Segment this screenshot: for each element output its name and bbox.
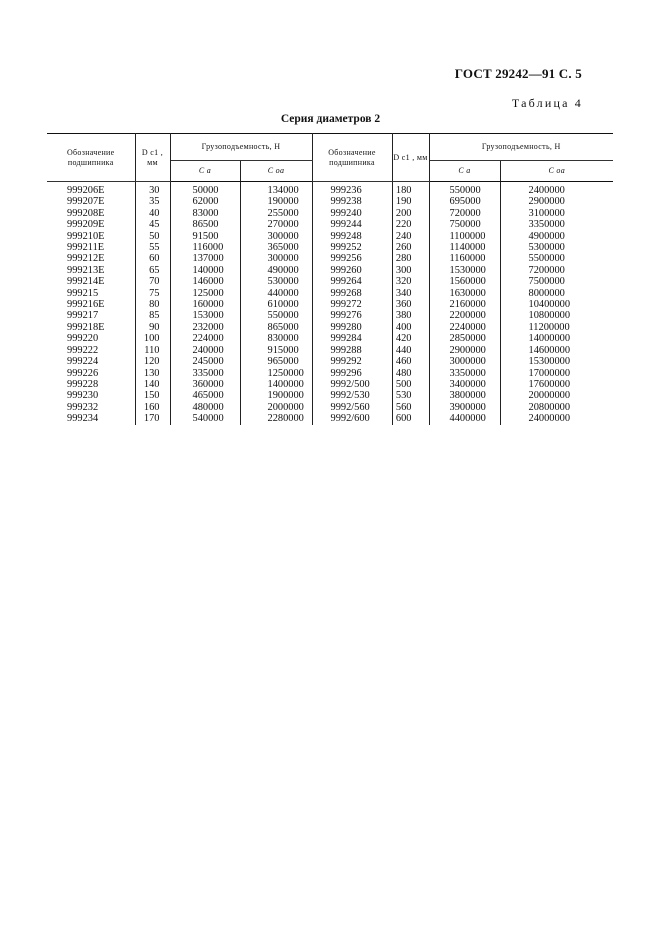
table-row — [47, 322, 613, 333]
cell-designation: 999224 — [47, 356, 135, 367]
cell-ca: 86500 — [170, 219, 240, 230]
cell-diameter-2: 190 — [392, 196, 429, 207]
cell-diameter: 170 — [135, 413, 170, 424]
cell-designation-2: 999296 — [312, 368, 392, 379]
cell-coa-2: 17600000 — [528, 378, 571, 390]
cell-designation: 999222 — [47, 345, 135, 356]
cell-diameter-2: 280 — [392, 253, 429, 264]
cell-designation-2: 9992/500 — [312, 379, 392, 390]
table-row — [47, 379, 613, 390]
cell-coa: 134000 — [240, 182, 312, 197]
header-designation-2: Обозначение подшипника — [312, 134, 392, 182]
cell-diameter: 160 — [135, 402, 170, 413]
header-ca-2: C a — [429, 161, 500, 182]
cell-coa: 255000 — [240, 208, 312, 219]
cell-coa-2: 24000000 — [528, 413, 571, 425]
table-row — [47, 288, 613, 299]
cell-ca-2: 3350000 — [429, 368, 500, 379]
cell-designation-2: 999272 — [312, 299, 392, 310]
cell-designation: 999208E — [47, 208, 135, 219]
table-row — [47, 299, 613, 310]
cell-ca: 91500 — [170, 231, 240, 242]
cell-diameter: 30 — [135, 182, 170, 197]
cell-diameter-2: 420 — [392, 333, 429, 344]
cell-diameter: 35 — [135, 196, 170, 207]
cell-diameter-2: 180 — [392, 182, 429, 197]
cell-ca-2: 1560000 — [429, 276, 500, 287]
cell-coa: 610000 — [240, 299, 312, 310]
table-row — [47, 265, 613, 276]
cell-diameter: 120 — [135, 356, 170, 367]
cell-designation-2: 999244 — [312, 219, 392, 230]
cell-diameter-2: 500 — [392, 379, 429, 390]
cell-ca-2: 3000000 — [429, 356, 500, 367]
cell-designation: 999209E — [47, 219, 135, 230]
table-row — [47, 413, 613, 424]
cell-ca-2: 3800000 — [429, 390, 500, 401]
cell-designation-2: 999236 — [312, 182, 392, 197]
header-coa: C oa — [240, 161, 312, 182]
cell-coa-2: 11200000 — [528, 321, 570, 333]
table-row — [47, 368, 613, 379]
cell-diameter: 70 — [135, 276, 170, 287]
cell-coa: 490000 — [240, 265, 312, 276]
cell-designation-2: 999240 — [312, 208, 392, 219]
cell-coa-2: 5500000 — [528, 253, 565, 265]
cell-coa: 1900000 — [240, 390, 312, 401]
cell-coa-2: 20800000 — [528, 401, 571, 413]
cell-diameter: 130 — [135, 368, 170, 379]
cell-ca-2: 3400000 — [429, 379, 500, 390]
cell-coa-2: 2900000 — [528, 196, 565, 208]
cell-coa-2: 7200000 — [528, 264, 565, 276]
cell-coa: 270000 — [240, 219, 312, 230]
cell-designation-2: 9992/560 — [312, 402, 392, 413]
cell-ca: 125000 — [170, 288, 240, 299]
cell-designation: 999230 — [47, 390, 135, 401]
cell-coa-2: 7500000 — [528, 276, 565, 288]
cell-diameter-2: 440 — [392, 345, 429, 356]
table-row — [47, 182, 613, 197]
cell-designation: 999214E — [47, 276, 135, 287]
cell-designation: 999216E — [47, 299, 135, 310]
cell-ca-2: 1530000 — [429, 265, 500, 276]
cell-diameter-2: 480 — [392, 368, 429, 379]
cell-diameter-2: 600 — [392, 413, 429, 424]
cell-diameter-2: 300 — [392, 265, 429, 276]
cell-coa: 440000 — [240, 288, 312, 299]
cell-coa-2: 8000000 — [528, 287, 565, 299]
cell-ca-2: 2850000 — [429, 333, 500, 344]
cell-diameter-2: 340 — [392, 288, 429, 299]
table-row — [47, 310, 613, 321]
cell-ca: 116000 — [170, 242, 240, 253]
table-row — [47, 333, 613, 344]
cell-coa-2: 2400000 — [528, 185, 565, 196]
cell-coa-2: 14000000 — [528, 333, 571, 345]
cell-coa: 2000000 — [240, 402, 312, 413]
header-load-capacity: Грузоподъемность, Н — [170, 134, 312, 161]
cell-coa: 1250000 — [240, 368, 312, 379]
cell-coa: 365000 — [240, 242, 312, 253]
cell-ca: 83000 — [170, 208, 240, 219]
cell-diameter: 90 — [135, 322, 170, 333]
cell-diameter: 110 — [135, 345, 170, 356]
cell-ca-2: 695000 — [429, 196, 500, 207]
header-ca: C a — [170, 161, 240, 182]
cell-designation-2: 999238 — [312, 196, 392, 207]
cell-designation-2: 999252 — [312, 242, 392, 253]
cell-designation-2: 9992/530 — [312, 390, 392, 401]
cell-ca-2: 720000 — [429, 208, 500, 219]
cell-diameter: 55 — [135, 242, 170, 253]
cell-designation-2: 999256 — [312, 253, 392, 264]
cell-designation: 999217 — [47, 310, 135, 321]
cell-designation: 999212E — [47, 253, 135, 264]
cell-coa-2: 20000000 — [528, 390, 571, 402]
cell-ca: 137000 — [170, 253, 240, 264]
cell-designation-2: 999292 — [312, 356, 392, 367]
cell-coa: 2280000 — [240, 413, 312, 424]
cell-ca-2: 3900000 — [429, 402, 500, 413]
cell-diameter: 100 — [135, 333, 170, 344]
cell-ca-2: 550000 — [429, 182, 500, 197]
cell-coa: 965000 — [240, 356, 312, 367]
cell-diameter-2: 220 — [392, 219, 429, 230]
cell-diameter-2: 200 — [392, 208, 429, 219]
table-row — [47, 402, 613, 413]
cell-coa: 300000 — [240, 253, 312, 264]
header-load-capacity-2: Грузоподъемность, Н — [429, 134, 613, 161]
cell-designation: 999218E — [47, 322, 135, 333]
cell-ca-2: 1100000 — [429, 231, 500, 242]
cell-ca: 480000 — [170, 402, 240, 413]
table-row — [47, 345, 613, 356]
table-row — [47, 231, 613, 242]
cell-coa-2: 14600000 — [528, 344, 571, 356]
cell-diameter: 40 — [135, 208, 170, 219]
cell-diameter: 85 — [135, 310, 170, 321]
cell-designation: 999215 — [47, 288, 135, 299]
cell-designation-2: 999280 — [312, 322, 392, 333]
cell-designation: 999228 — [47, 379, 135, 390]
cell-diameter: 45 — [135, 219, 170, 230]
cell-ca-2: 4400000 — [429, 413, 500, 424]
cell-ca-2: 1630000 — [429, 288, 500, 299]
cell-ca-2: 2240000 — [429, 322, 500, 333]
cell-diameter: 150 — [135, 390, 170, 401]
cell-coa-2: 10800000 — [528, 310, 571, 322]
cell-designation: 999226 — [47, 368, 135, 379]
cell-coa-2: 15300000 — [528, 356, 571, 368]
cell-ca-2: 1140000 — [429, 242, 500, 253]
cell-designation-2: 999264 — [312, 276, 392, 287]
cell-designation: 999210E — [47, 231, 135, 242]
cell-designation: 999206E — [47, 182, 135, 197]
cell-designation: 999232 — [47, 402, 135, 413]
cell-ca: 160000 — [170, 299, 240, 310]
header-diameter-2: D c1 , мм — [392, 134, 429, 182]
cell-coa: 915000 — [240, 345, 312, 356]
cell-coa-2: 3350000 — [528, 219, 565, 231]
cell-ca: 240000 — [170, 345, 240, 356]
cell-designation: 999211E — [47, 242, 135, 253]
cell-ca: 465000 — [170, 390, 240, 401]
header-diameter: D c1 , мм — [135, 134, 170, 182]
cell-coa: 865000 — [240, 322, 312, 333]
table-row — [47, 196, 613, 207]
cell-coa: 830000 — [240, 333, 312, 344]
cell-ca-2: 2200000 — [429, 310, 500, 321]
cell-diameter-2: 400 — [392, 322, 429, 333]
cell-ca: 153000 — [170, 310, 240, 321]
cell-ca: 232000 — [170, 322, 240, 333]
cell-coa: 190000 — [240, 196, 312, 207]
cell-coa-2: 4900000 — [528, 230, 565, 242]
cell-designation: 999207E — [47, 196, 135, 207]
table-label: Таблица 4 — [511, 96, 583, 110]
table-row — [47, 276, 613, 287]
cell-designation-2: 999276 — [312, 310, 392, 321]
table-row — [47, 253, 613, 264]
cell-ca: 140000 — [170, 265, 240, 276]
cell-diameter: 75 — [135, 288, 170, 299]
cell-designation-2: 9992/600 — [312, 413, 392, 424]
cell-diameter-2: 360 — [392, 299, 429, 310]
cell-ca: 146000 — [170, 276, 240, 287]
cell-diameter-2: 460 — [392, 356, 429, 367]
cell-diameter: 60 — [135, 253, 170, 264]
header-coa-2: C oa — [500, 161, 613, 182]
cell-designation: 999213E — [47, 265, 135, 276]
table-row — [47, 356, 613, 367]
cell-diameter: 65 — [135, 265, 170, 276]
cell-ca-2: 1160000 — [429, 253, 500, 264]
cell-diameter: 140 — [135, 379, 170, 390]
series-title: Серия диаметров 2 — [280, 113, 381, 125]
cell-ca: 245000 — [170, 356, 240, 367]
cell-ca: 540000 — [170, 413, 240, 424]
table-row — [47, 219, 613, 230]
page-header: ГОСТ 29242—91 С. 5 — [454, 66, 582, 81]
cell-diameter-2: 560 — [392, 402, 429, 413]
table-row — [47, 208, 613, 219]
table-row — [47, 390, 613, 401]
cell-ca: 50000 — [170, 182, 240, 197]
cell-designation-2: 999268 — [312, 288, 392, 299]
bearing-table — [47, 133, 613, 425]
cell-designation-2: 999284 — [312, 333, 392, 344]
cell-ca: 62000 — [170, 196, 240, 207]
cell-coa: 300000 — [240, 231, 312, 242]
table-body — [47, 182, 613, 425]
cell-coa: 1400000 — [240, 379, 312, 390]
cell-diameter-2: 320 — [392, 276, 429, 287]
cell-ca: 224000 — [170, 333, 240, 344]
cell-coa: 530000 — [240, 276, 312, 287]
cell-designation: 999234 — [47, 413, 135, 424]
cell-ca: 335000 — [170, 368, 240, 379]
cell-ca-2: 2160000 — [429, 299, 500, 310]
cell-coa-2: 10400000 — [528, 299, 571, 311]
header-designation: Обозначение подшипника — [47, 134, 135, 182]
cell-designation: 999220 — [47, 333, 135, 344]
cell-coa-2: 5300000 — [528, 242, 565, 254]
cell-diameter-2: 260 — [392, 242, 429, 253]
cell-diameter: 80 — [135, 299, 170, 310]
cell-ca: 360000 — [170, 379, 240, 390]
cell-designation-2: 999248 — [312, 231, 392, 242]
cell-diameter-2: 380 — [392, 310, 429, 321]
cell-coa-2: 17000000 — [528, 367, 571, 379]
cell-diameter: 50 — [135, 231, 170, 242]
cell-diameter-2: 240 — [392, 231, 429, 242]
cell-ca-2: 2900000 — [429, 345, 500, 356]
cell-designation-2: 999288 — [312, 345, 392, 356]
cell-coa-2: 3100000 — [528, 207, 565, 219]
cell-diameter-2: 530 — [392, 390, 429, 401]
cell-coa: 550000 — [240, 310, 312, 321]
table-row — [47, 242, 613, 253]
cell-ca-2: 750000 — [429, 219, 500, 230]
cell-designation-2: 999260 — [312, 265, 392, 276]
